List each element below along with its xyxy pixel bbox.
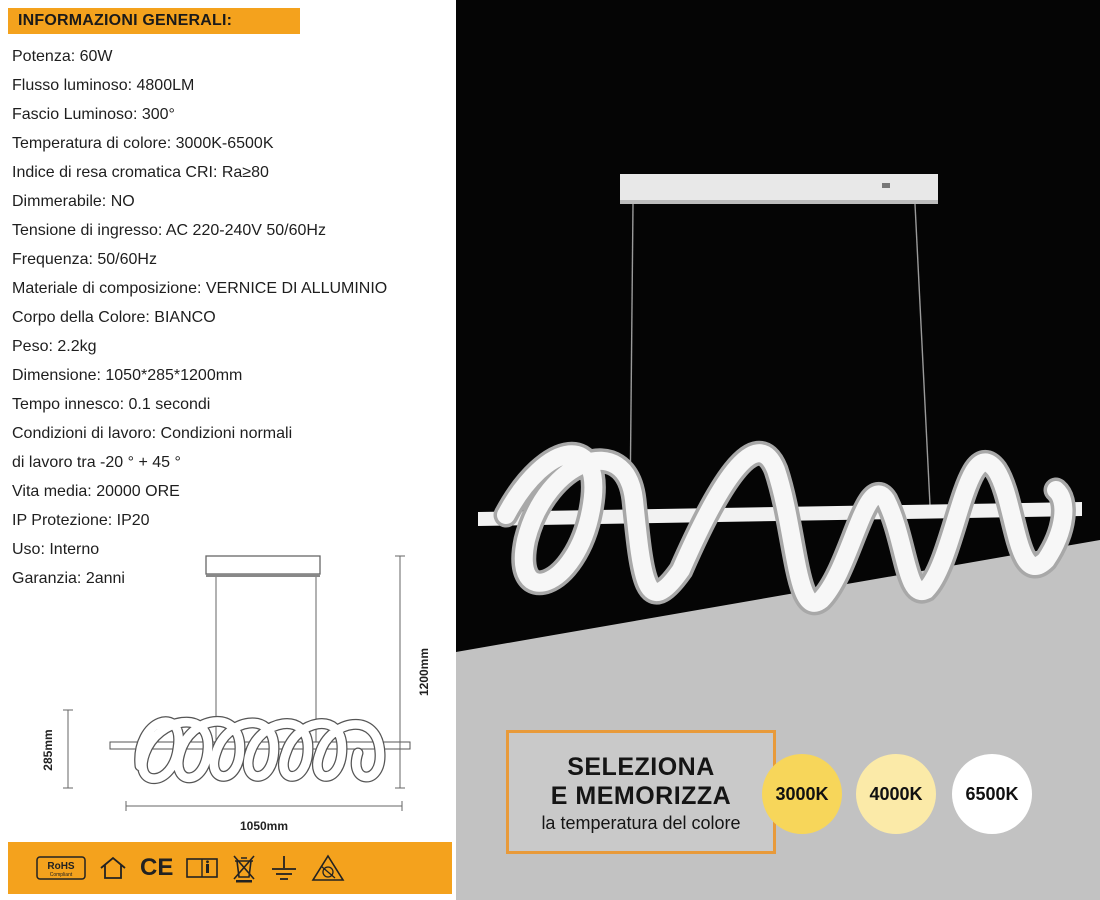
- product-photo-panel: [456, 0, 1100, 900]
- spec-line: Flusso luminoso: 4800LM: [12, 77, 195, 94]
- temp-6500k: [952, 754, 1032, 834]
- ceiling-canopy: [620, 174, 938, 204]
- certification-bar: [8, 842, 452, 894]
- spec-line: Fascio Luminoso: 300°: [12, 106, 175, 123]
- spec-line: Garanzia: 2anni: [12, 570, 125, 587]
- height-label: 1200mm: [417, 647, 431, 697]
- ce-mark-icon: [140, 852, 173, 884]
- dimension-diagram: [30, 548, 450, 838]
- spec-line: Condizioni di lavoro: Condizioni normali: [12, 425, 293, 442]
- promo-title-line1: SELEZIONA: [567, 753, 715, 781]
- select-temperature-box: [506, 730, 776, 854]
- spec-line: Tensione di ingresso: AC 220-240V 50/60Hz: [12, 222, 326, 239]
- spec-line: Materiale di composizione: VERNICE DI ALLUMINIO: [12, 280, 388, 297]
- temp-3000k: [762, 754, 842, 834]
- indoor-home-icon: [98, 852, 128, 884]
- canopy-indicator: [882, 183, 890, 188]
- temp-4000k: [856, 754, 936, 834]
- spec-line: Corpo della Colore: BIANCO: [12, 309, 216, 326]
- no-cover-icon: [311, 852, 345, 884]
- promo-title-line2: E MEMORIZZA: [550, 782, 732, 810]
- temp-label: 6500K: [965, 783, 1019, 804]
- ground-icon: [269, 852, 299, 884]
- canopy-outline: [206, 556, 320, 574]
- spec-line: Frequenza: 50/60Hz: [12, 251, 157, 268]
- width-label: 1050mm: [239, 819, 289, 833]
- spec-line: Vita media: 20000 ORE: [12, 483, 180, 500]
- depth-label: 285mm: [41, 729, 55, 771]
- rohs-sub-text: Compliant: [49, 872, 73, 878]
- spec-line: Dimmerabile: NO: [12, 193, 135, 210]
- spec-list: [12, 42, 452, 593]
- specs-header-bar: [8, 8, 300, 34]
- spec-line: Dimensione: 1050*285*1200mm: [12, 367, 243, 384]
- canopy-plate: [206, 574, 320, 577]
- rohs-text: RoHS: [47, 861, 75, 872]
- spec-line: Uso: Interno: [12, 541, 100, 558]
- suspension-wire-right: [915, 204, 930, 505]
- read-manual-icon: [185, 852, 219, 884]
- spec-line: Peso: 2.2kg: [12, 338, 97, 355]
- promo-subtitle: la temperatura del colore: [541, 813, 741, 833]
- weee-bin-icon: [231, 852, 257, 884]
- spec-line: di lavoro tra -20 ° + 45 °: [12, 454, 181, 471]
- specs-panel: [0, 0, 456, 900]
- spec-line: Potenza: 60W: [12, 48, 113, 65]
- spec-line: Tempo innesco: 0.1 secondi: [12, 396, 211, 413]
- spec-line: Indice di resa cromatica CRI: Ra≥80: [12, 164, 269, 181]
- temp-label: 4000K: [869, 783, 923, 804]
- specs-header: INFORMAZIONI GENERALI:: [18, 12, 233, 29]
- spec-line: Temperatura di colore: 3000K-6500K: [12, 135, 274, 152]
- spec-line: IP Protezione: IP20: [12, 512, 150, 529]
- temp-label: 3000K: [775, 783, 829, 804]
- ce-text: CE: [140, 854, 174, 881]
- rohs-icon: [36, 852, 86, 884]
